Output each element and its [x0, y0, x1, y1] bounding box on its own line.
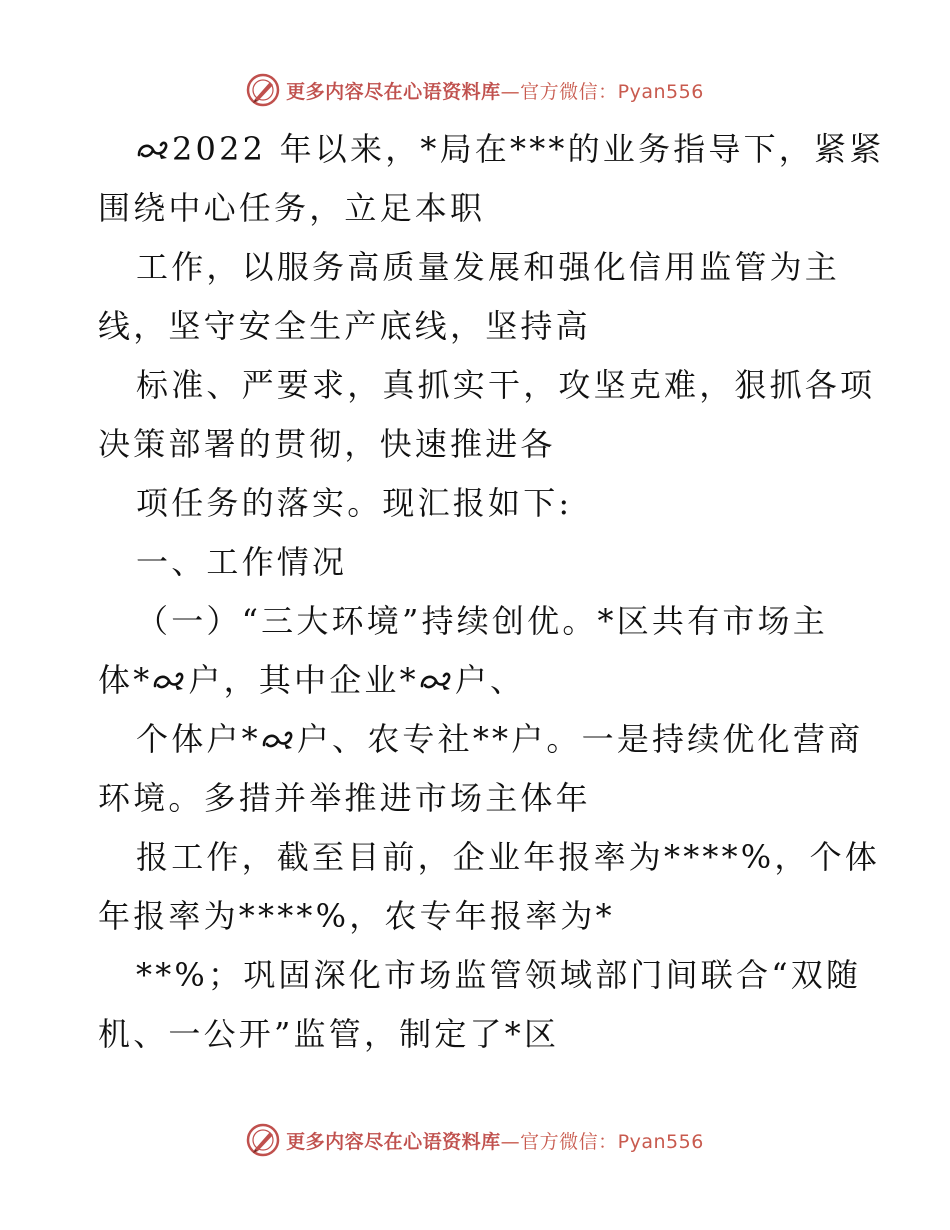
flourish-ornament-icon — [419, 668, 453, 694]
footer-watermark — [0, 1120, 950, 1160]
flourish-ornament-icon — [136, 137, 170, 163]
paragraph-line: 报工作，截至目前，企业年报率为****%，个体 — [136, 838, 881, 876]
header-watermark — [0, 70, 950, 110]
subsection-heading-line: （一）“三大环境”持续创优。*区共有市场主 — [136, 602, 828, 640]
paragraph-line: 体* 户，其中企业* 户、 — [98, 661, 526, 699]
paragraph-line: 机、一公开”监管，制定了*区 — [98, 1015, 560, 1053]
paragraph-line: 线，坚守安全生产底线，坚持高 — [98, 307, 591, 345]
flourish-ornament-icon — [261, 727, 295, 753]
pen-logo-icon — [246, 1123, 280, 1157]
paragraph-line: 围绕中心任务，立足本职 — [98, 189, 486, 227]
paragraph-line: 决策部署的贯彻，快速推进各 — [98, 425, 556, 463]
paragraph-line: 年报率为****%，农专年报率为* — [98, 897, 615, 935]
flourish-ornament-icon — [152, 668, 186, 694]
document-body — [98, 120, 885, 1064]
watermark-text: 更多内容尽在心语资料库—官方微信：Pyan556 — [286, 80, 704, 103]
paragraph-line: 标准、严要求，真抓实干，攻坚克难，狠抓各项 — [136, 366, 876, 404]
paragraph-line: 环境。多措并举推进市场主体年 — [98, 779, 591, 817]
paragraph-line: **%；巩固深化市场监管领域部门间联合“双随 — [136, 956, 862, 994]
section-heading: 一、工作情况 — [136, 543, 348, 581]
watermark-text: 更多内容尽在心语资料库—官方微信：Pyan556 — [286, 1130, 704, 1153]
paragraph-line: 项任务的落实。现汇报如下: — [136, 484, 573, 522]
paragraph-line: 个体户* 户、农专社**户。一是持续优化营商 — [136, 720, 864, 758]
paragraph-line: 工作，以服务高质量发展和强化信用监管为主 — [136, 248, 841, 286]
paragraph-line: 2022 年以来，*局在***的业务指导下，紧紧 — [98, 120, 858, 179]
pen-logo-icon — [246, 73, 280, 107]
